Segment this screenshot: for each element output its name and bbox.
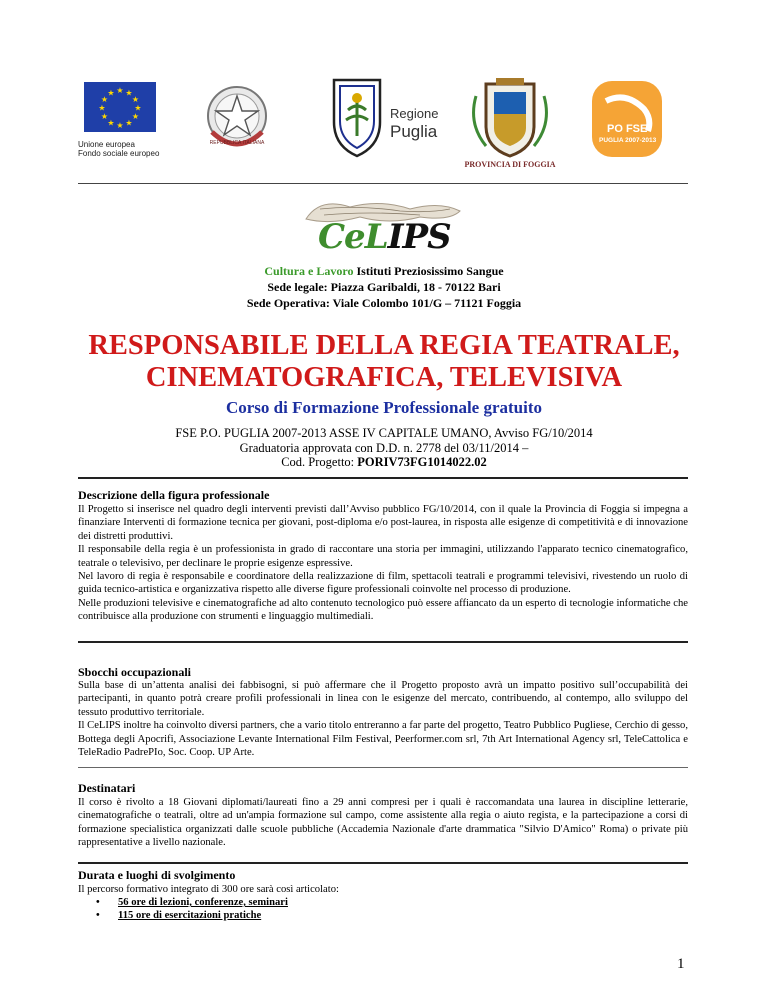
- svg-text:★: ★: [116, 121, 124, 130]
- fse-line3: [0, 455, 768, 470]
- section-divider-2: [78, 641, 688, 643]
- section-divider-4: [78, 862, 688, 864]
- section-divider-3: [78, 767, 688, 768]
- section-body-destinatari: [78, 796, 688, 850]
- svg-text:★: ★: [131, 95, 140, 104]
- section-divider-1: [78, 477, 688, 479]
- pofse-sublabel: PUGLIA 2007-2013: [599, 137, 657, 144]
- header-divider: [78, 183, 688, 184]
- svg-text:★: ★: [100, 95, 109, 104]
- list-item-text: 115 ore di esercitazioni pratiche: [118, 910, 262, 922]
- foggia-caption: PROVINCIA DI FOGGIA: [464, 160, 556, 169]
- fse-line1: FSE P.O. PUGLIA 2007-2013 ASSE IV CAPITALE UMANO, Avviso FG/10/2014: [175, 426, 593, 440]
- italy-emblem-caption: REPUBBLICA ITALIANA: [209, 140, 265, 146]
- list-item: [96, 896, 288, 909]
- section-heading-durata: Durata e luoghi di svolgimento: [78, 868, 236, 882]
- svg-text:★: ★: [116, 86, 124, 95]
- foggia-crest-icon: [460, 76, 560, 158]
- logos-row: [78, 76, 698, 171]
- list-item-text: 56 ore di lezioni, conferenze, seminari: [118, 897, 288, 908]
- org-legal-address: Sede legale: Piazza Garibaldi, 18 - 70122 Bari: [267, 280, 501, 294]
- section-body-sbocchi: [78, 679, 688, 759]
- section-body-durata: [78, 883, 688, 896]
- fse-line2: Graduatoria approvata con D.D. n. 2778 del 03/11/2014 –: [239, 440, 529, 455]
- paragraph: Nelle produzioni televisive e cinematografiche ad alto contenuto tecnologico può essere affiancato da un esperto di tecnologie informatiche che contribuisce alla produzione con strumenti e linguaggio multimediali.: [78, 597, 688, 623]
- paragraph: Il CeLIPS inoltre ha coinvolto diversi partners, che a vario titolo entreranno a far parte del progetto, Teatro Pubblico Pugliese, Cerchio di gesso, Bottega degli Apocrifi, Associazione Levante International Film Festival, Peerformer.com srl, 7th Art International Agency srl, TeleCattolica e TeleRadio PadrePIo, Soc. Coop. UP Arte.: [78, 720, 688, 759]
- svg-text:★: ★: [100, 112, 109, 121]
- paragraph: Il corso è rivolto a 18 Giovani diplomati/laureati fino a 29 anni compresi per i quali è raccomandata una laurea in discipline letterarie, cinematografiche o teatrali, oltre ad un'ampia formazione sul campo, come assistente alla regia o aiuto regista, e la partecipazione a corsi di formazione specialistica organizzati dalle scuole pubbliche (Accademia Nazionale d'arte drammatica "Silvio D'Amico" Roma) o private più rappresentative a livello nazionale.: [78, 797, 688, 849]
- section-heading-descrizione: Descrizione della figura professionale: [78, 488, 270, 502]
- course-title: [0, 330, 768, 394]
- paragraph: Sulla base di un’attenta analisi dei fabbisogni, si può affermare che il Progetto proposto avrà un impatto positivo sull’occupabilità dei partecipanti, in quanto potrà creare profili professionali in linea con le esigenze del mercato, contribuendo, al contempo, allo sviluppo del tessuto produttivo territoriale.: [78, 680, 688, 718]
- pofse-label: PO FSE: [607, 123, 648, 135]
- svg-text:★: ★: [107, 118, 115, 128]
- regione-label: Regione: [390, 106, 439, 121]
- course-title-line1: RESPONSABILE DELLA REGIA TEATRALE,: [88, 330, 680, 361]
- svg-text:★: ★: [134, 103, 142, 113]
- svg-text:★: ★: [107, 88, 115, 98]
- celips-wordmark-green: CeL: [318, 217, 388, 257]
- eu-flag-icon: [84, 82, 156, 132]
- puglia-label: Puglia: [390, 122, 438, 141]
- celips-wordmark-dark: IPS: [387, 217, 451, 257]
- org-name-green: Cultura e Lavoro: [264, 264, 354, 278]
- eu-caption-line1: Unione europea: [78, 140, 135, 149]
- svg-text:★: ★: [98, 103, 106, 113]
- fse-info: [0, 426, 768, 470]
- org-name-rest: Istituti Preziosissimo Sangue: [353, 264, 504, 278]
- paragraph: Il percorso formativo integrato di 300 ore sarà così articolato:: [78, 884, 339, 895]
- paragraph: Nel lavoro di regia è responsabile e coordinatore della realizzazione di film, spettacoli teatrali e programmi televisivi, rivestendo un ruolo di guida tecnico-artistica e organizzativa rispetto alle diverse figure professionali coinvolte nel processo di produzione.: [78, 571, 688, 596]
- italian-republic-emblem: [202, 80, 272, 158]
- celips-wordmark: [318, 217, 451, 257]
- eu-logo: [78, 76, 173, 164]
- paragraph: Il responsabile della regia è un professionista in grado di raccontare una storia per immagini, utilizzando l'apparato tecnico cinematografico, teatrale o televisivo, per declinare le proprie esigenze espressive.: [78, 544, 688, 569]
- provincia-foggia-logo: [460, 76, 560, 171]
- paragraph: Il Progetto si inserisce nel quadro degli interventi previsti dall’Avviso pubblico FG/10/2014, con il quale la Provincia di Foggia si impegna a finanziare Interventi di formazione tecnica per giovani, post-diploma e/o post-laurea, in risposta alle esigenze di competitività e di innovazione dei distretti produttivi.: [78, 504, 688, 542]
- project-code: PORIV73FG1014022.02: [357, 455, 487, 469]
- eu-caption-line2: Fondo sociale europeo: [78, 149, 160, 158]
- durata-list: [96, 896, 288, 923]
- page-number: 1: [677, 956, 685, 972]
- bullet-icon: •: [96, 910, 100, 922]
- list-item: [96, 909, 288, 922]
- org-name-line: [0, 263, 768, 279]
- course-title-line2: CINEMATOGRAFICA, TELEVISIVA: [145, 362, 623, 393]
- project-code-label: Cod. Progetto:: [281, 455, 358, 469]
- section-heading-sbocchi: Sbocchi occupazionali: [78, 665, 192, 679]
- bullet-icon: •: [96, 897, 100, 908]
- section-body-descrizione: [78, 503, 688, 624]
- svg-text:★: ★: [125, 88, 133, 98]
- course-subtitle: Corso di Formazione Professionale gratuito: [225, 398, 543, 417]
- section-heading-destinatari: Destinatari: [78, 781, 136, 795]
- svg-text:★: ★: [131, 112, 140, 121]
- svg-text:★: ★: [125, 118, 133, 128]
- org-operative-address: Sede Operativa: Viale Colombo 101/G – 71121 Foggia: [246, 296, 522, 310]
- po-fse-puglia-logo: [590, 79, 664, 159]
- regione-puglia-logo: [328, 76, 458, 166]
- regione-puglia-crest-icon: [328, 76, 386, 158]
- celips-logo: [300, 195, 470, 257]
